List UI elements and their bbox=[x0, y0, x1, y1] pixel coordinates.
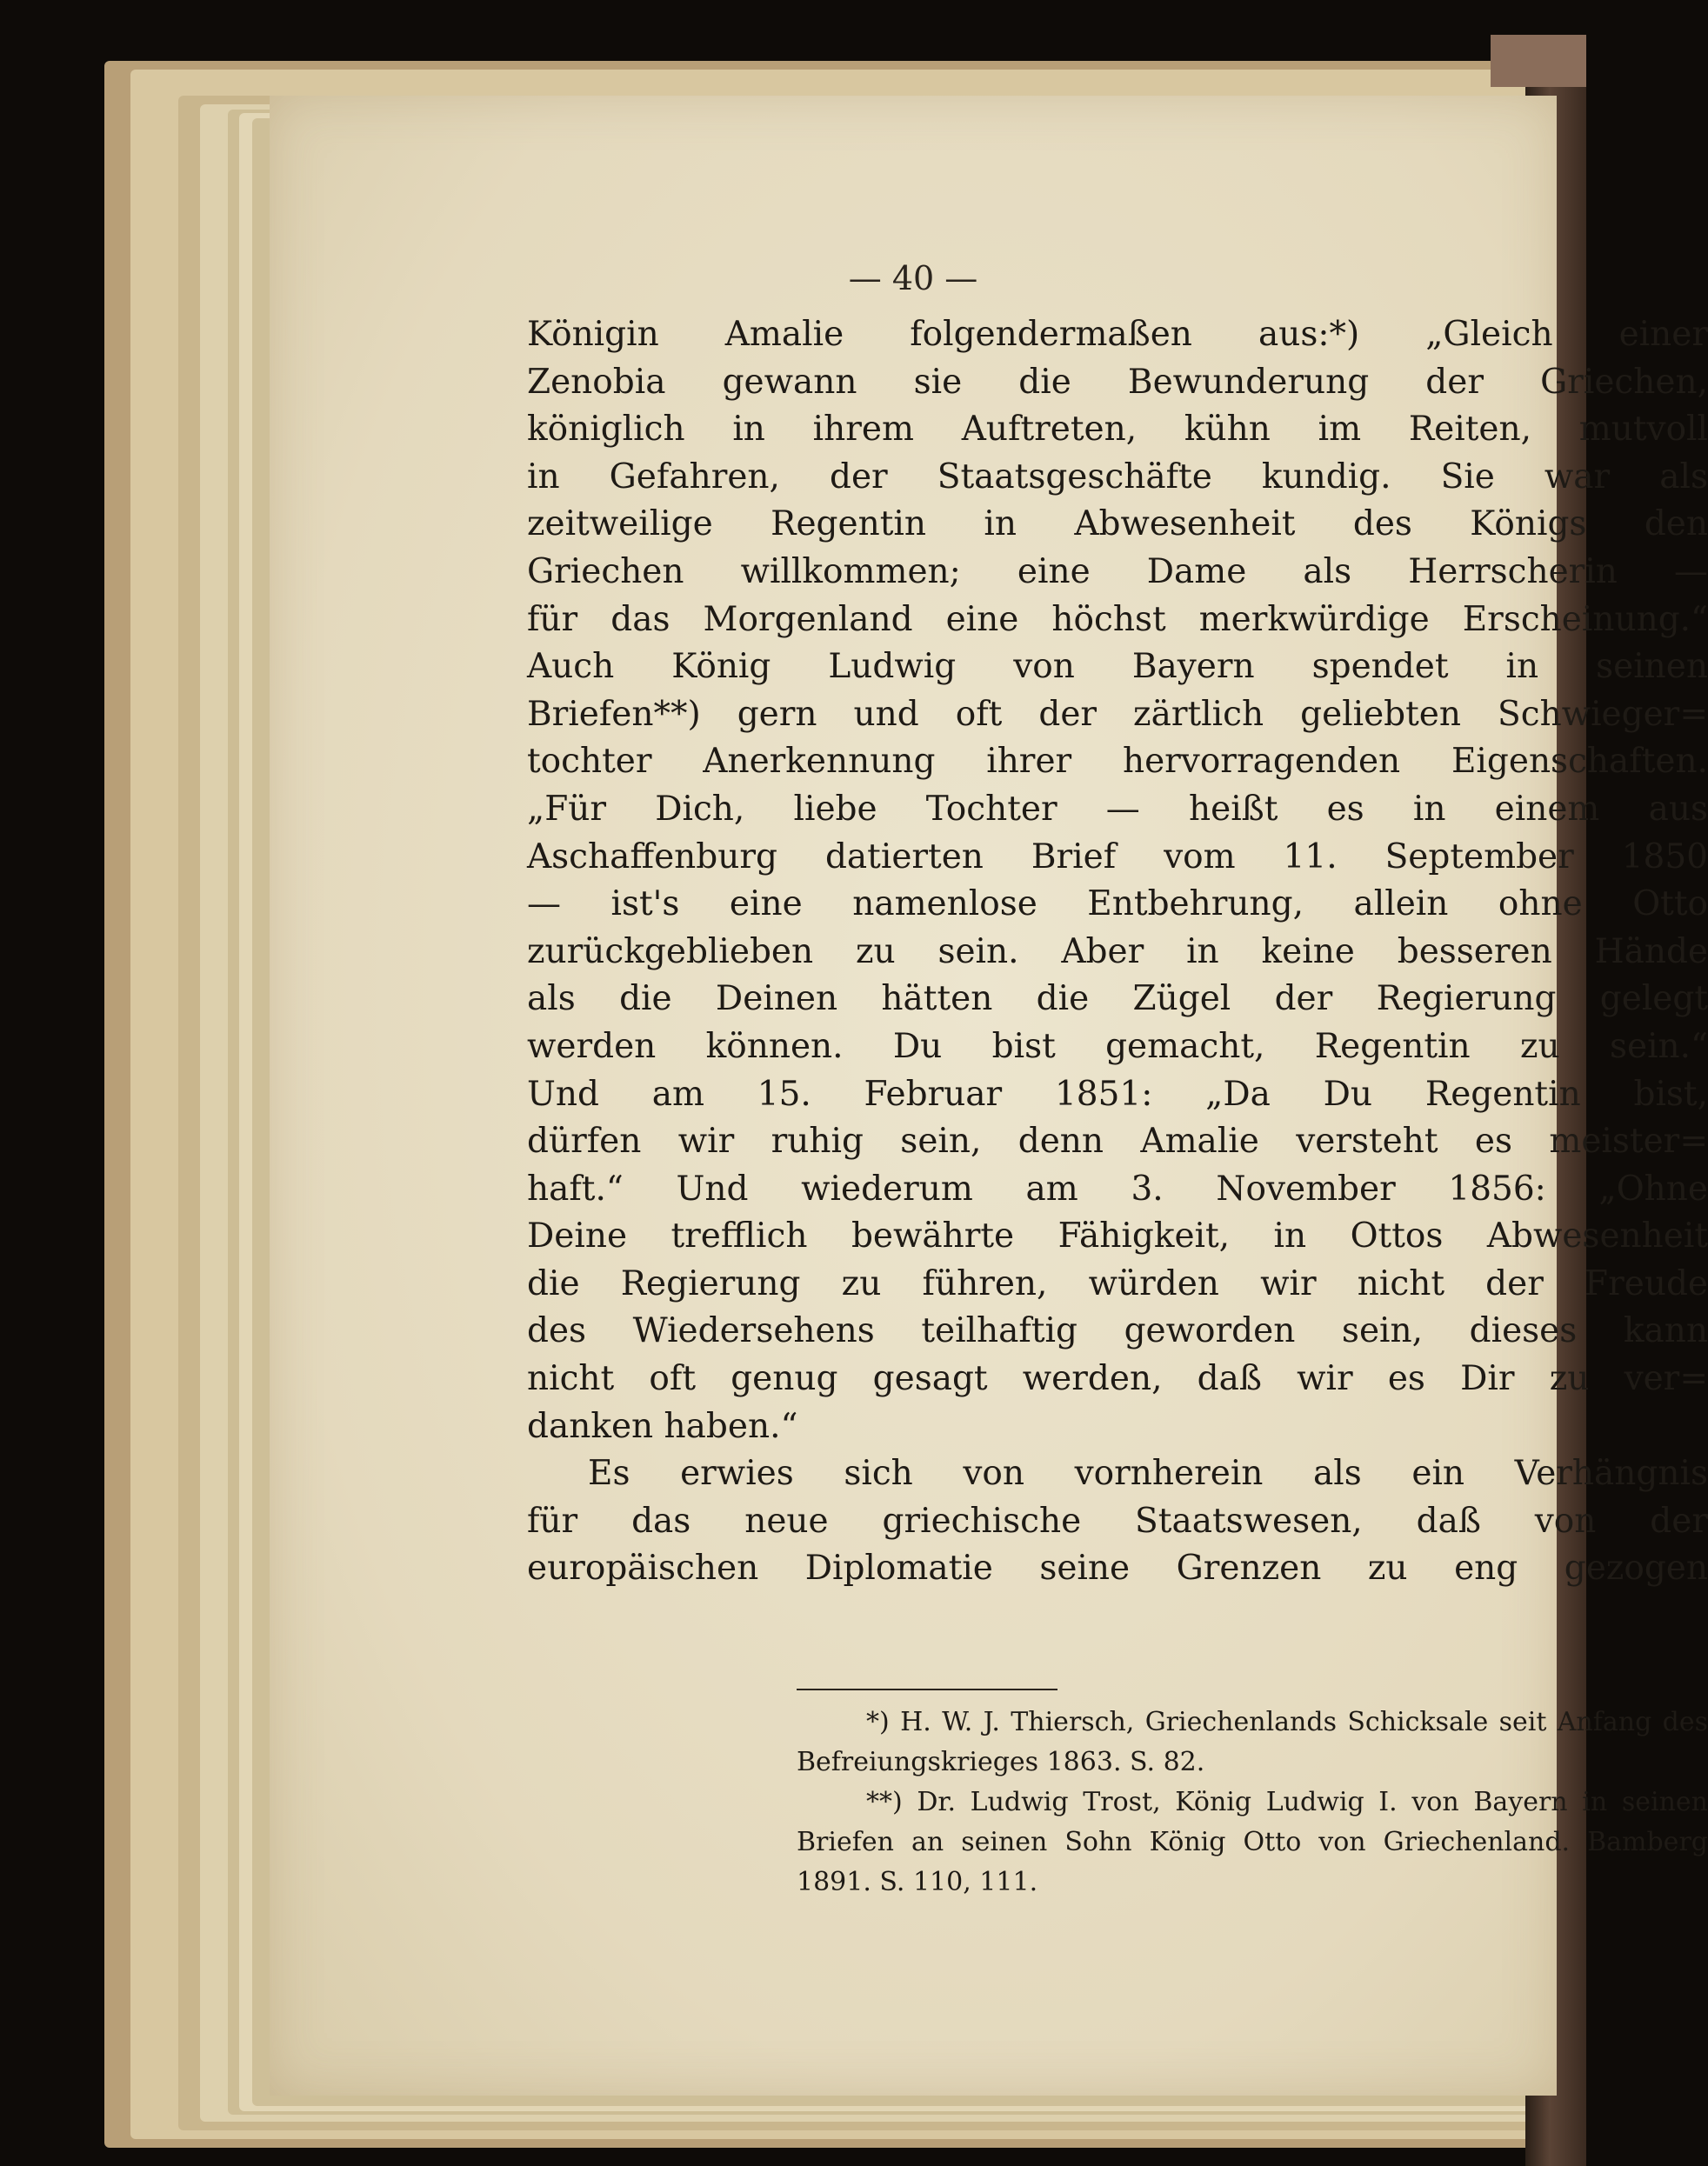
body-text bbox=[527, 311, 1708, 1593]
text-line: königlich in ihrem Auftreten, kühn im Reiten, mutvoll bbox=[527, 410, 1708, 450]
footnote-line: 1891. S. 110, 111. bbox=[797, 1867, 1038, 1897]
text-line: Deine trefflich bewährte Fähigkeit, in Ottos Abwesenheit bbox=[527, 1216, 1708, 1256]
page-number: — 40 — bbox=[848, 259, 978, 297]
text-line: Es erwies sich von vornherein als ein Verhängnis bbox=[588, 1454, 1708, 1494]
book-page bbox=[270, 96, 1708, 2096]
text-line: nicht oft genug gesagt werden, daß wir es Dir zu ver= bbox=[527, 1359, 1708, 1399]
binding-cloth bbox=[1491, 35, 1586, 87]
text-line: Griechen willkommen; eine Dame als Herrscherin — bbox=[527, 551, 1708, 591]
footnotes bbox=[797, 1703, 1708, 1903]
text-line: Briefen**) gern und oft der zärtlich geliebten Schwieger= bbox=[527, 694, 1708, 734]
footnote-line: Befreiungskrieges 1863. S. 82. bbox=[797, 1747, 1205, 1777]
text-line: werden können. Du bist gemacht, Regentin zu sein.“ bbox=[527, 1026, 1708, 1066]
text-line: für das Morgenland eine höchst merkwürdige Erscheinung.“ bbox=[527, 599, 1708, 639]
text-line: „Für Dich, liebe Tochter — heißt es in einem aus bbox=[527, 789, 1708, 829]
text-line: des Wiedersehens teilhaftig geworden sein, dieses kann bbox=[527, 1311, 1708, 1351]
text-line: zeitweilige Regentin in Abwesenheit des Königs den bbox=[527, 504, 1708, 544]
text-line: zurückgeblieben zu sein. Aber in keine besseren Hände bbox=[527, 931, 1708, 971]
footnote-line: Briefen an seinen Sohn König Otto von Griechenland. Bamberg bbox=[797, 1827, 1708, 1857]
text-line: Auch König Ludwig von Bayern spendet in seinen bbox=[527, 647, 1708, 687]
text-line: Zenobia gewann sie die Bewunderung der Griechen, bbox=[527, 362, 1708, 402]
text-line: dürfen wir ruhig sein, denn Amalie versteht es meister= bbox=[527, 1122, 1708, 1162]
text-line: die Regierung zu führen, würden wir nicht der Freude bbox=[527, 1263, 1708, 1303]
text-line: — ist's eine namenlose Entbehrung, allein ohne Otto bbox=[527, 884, 1708, 924]
text-line: haft.“ Und wiederum am 3. November 1856: „Ohne bbox=[527, 1169, 1708, 1209]
footnote-line: **) Dr. Ludwig Trost, König Ludwig I. von Bayern in seinen bbox=[866, 1787, 1708, 1817]
text-line: als die Deinen hätten die Zügel der Regierung gelegt bbox=[527, 979, 1708, 1019]
text-line: für das neue griechische Staatswesen, daß von der bbox=[527, 1501, 1708, 1541]
text-line: danken haben.“ bbox=[527, 1406, 798, 1446]
text-line: Königin Amalie folgendermaßen aus:*) „Gleich einer bbox=[527, 315, 1708, 354]
text-line: Und am 15. Februar 1851: „Da Du Regentin bist, bbox=[527, 1074, 1708, 1114]
text-line: in Gefahren, der Staatsgeschäfte kundig. Sie war als bbox=[527, 457, 1708, 497]
footnote-rule bbox=[797, 1689, 1057, 1690]
text-line: tochter Anerkennung ihrer hervorragenden Eigenschaften. bbox=[527, 742, 1708, 782]
footnote-line: *) H. W. J. Thiersch, Griechenlands Schicksale seit Anfang des bbox=[866, 1707, 1708, 1737]
text-line: europäischen Diplomatie seine Grenzen zu eng gezogen bbox=[527, 1549, 1708, 1589]
text-line: Aschaffenburg datierten Brief vom 11. September 1850 bbox=[527, 836, 1708, 876]
